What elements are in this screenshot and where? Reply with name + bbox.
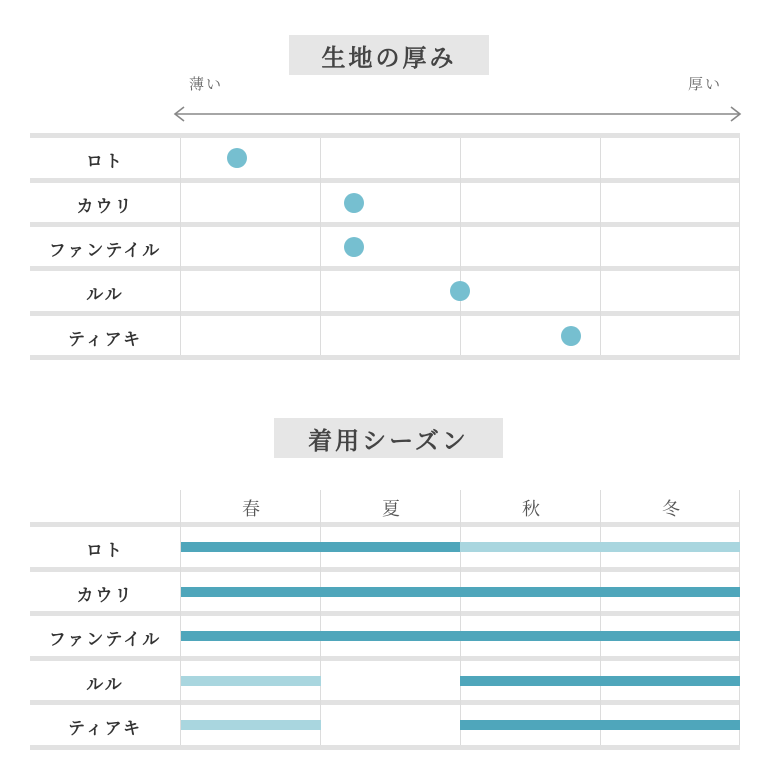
season-header-winter: 冬 [662,499,680,520]
thickness-dot [450,281,470,301]
grid-line [600,138,601,355]
thickness-dot [561,326,581,346]
grid-line [600,490,601,745]
row-separator [30,700,740,705]
row-separator [30,222,740,227]
thickness-row-label: ティアキ [68,329,142,350]
row-separator [30,745,740,750]
season-bar-main [600,676,740,686]
season-bar-main [181,587,321,597]
season-bar-main [600,631,740,641]
season-title [274,418,503,458]
row-separator [30,611,740,616]
grid-line [460,490,461,745]
row-separator [30,311,740,316]
grid-line [460,138,461,355]
season-bar-main [321,631,461,641]
thickness-row-label: カウリ [76,196,134,217]
season-bar-main [321,587,461,597]
season-row-label: ルル [86,674,124,695]
grid-line [320,490,321,745]
thickness-dot [227,148,247,168]
season-bar-main [460,720,600,730]
season-row-label: ティアキ [68,719,142,739]
season-title-text: 着用シーズン [308,426,469,455]
row-separator [30,567,740,572]
season-bar-main [600,587,740,597]
row-separator [30,178,740,183]
season-bar-main [460,587,600,597]
season-row-label: ロト [86,541,124,561]
thickness-dot [344,193,364,213]
thickness-dot [344,237,364,257]
season-bar-light [181,676,321,686]
thin-label: 薄い [189,75,224,93]
season-bar-main [321,542,461,552]
thickness-row-label: ファンテイル [48,240,162,261]
row-separator [30,133,740,138]
season-bar-light [460,542,600,552]
thickness-scale-arrow [170,104,745,124]
row-separator [30,656,740,661]
grid-line [180,138,181,355]
thick-label: 厚い [688,75,723,93]
season-header-summer: 夏 [382,499,400,520]
row-separator [30,355,740,360]
season-bar-main [600,720,740,730]
season-header-spring: 春 [242,499,260,520]
thickness-row-label: ルル [86,285,124,305]
season-bar-light [181,720,321,730]
season-bar-main [460,631,600,641]
thickness-title [289,35,489,75]
row-separator [30,266,740,271]
thickness-title-text: 生地の厚み [321,43,457,72]
season-row-label: ファンテイル [48,630,162,650]
season-header-autumn: 秋 [522,499,540,520]
grid-line [320,138,321,355]
grid-line [180,490,181,745]
row-separator [30,522,740,527]
season-bar-main [181,631,321,641]
season-bar-main [460,676,600,686]
thickness-row-label: ロト [86,152,124,172]
season-row-label: カウリ [76,585,134,606]
season-bar-light [600,542,740,552]
grid-line [739,138,740,355]
grid-line [739,490,740,745]
season-bar-main [181,542,321,552]
